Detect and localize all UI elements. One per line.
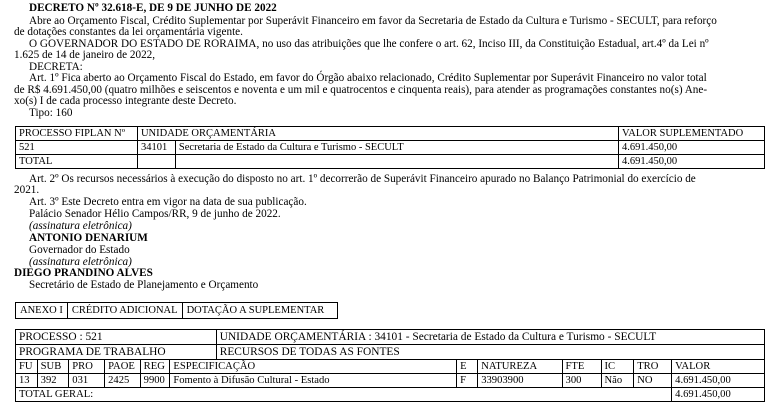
annex-label: ANEXO I	[16, 303, 68, 319]
cell-valor: 4.691.450,00	[672, 374, 765, 388]
col-sub: SUB	[37, 360, 69, 374]
annex-table	[15, 329, 765, 402]
total-row	[16, 155, 765, 169]
col-valor: VALOR	[672, 360, 765, 374]
total-geral-row	[16, 388, 765, 402]
cell-unidade: Secretaria de Estado da Cultura e Turismo - SECULT	[175, 141, 618, 155]
header-unidade: UNIDADE ORÇAMENTÁRIA	[137, 127, 618, 141]
header-processo: PROCESSO FIPLAN Nº	[16, 127, 138, 141]
cell-codigo: 34101	[137, 141, 175, 155]
signatory-role-2: Secretário de Estado de Planejamento e Orçamento	[29, 279, 259, 291]
table-row	[16, 141, 765, 155]
col-e: E	[457, 360, 478, 374]
cell-pro: 031	[69, 374, 105, 388]
decree-preamble: O GOVERNADOR DO ESTADO DE RORAIMA, no uso das atribuições que lhe confere o art. 62, Inciso III, da Constituição Estadual, art.4º da Lei nº	[29, 38, 709, 50]
annex-dotacao: DOTAÇÃO A SUPLEMENTAR	[182, 303, 337, 319]
annex-processo: PROCESSO : 521	[16, 330, 217, 345]
cell-reg: 9900	[140, 374, 170, 388]
annex-unidade: UNIDADE ORÇAMENTÁRIA : 34101 - Secretaria de Estado da Cultura e Turismo - SECULT	[216, 330, 764, 345]
cell-fu: 13	[16, 374, 38, 388]
cell-sub: 392	[37, 374, 69, 388]
cell-processo: 521	[16, 141, 138, 155]
article-1: Art. 1º Fica aberto ao Orçamento Fiscal do Estado, em favor do Órgão abaixo relacionado, Crédito Suplementar por Superávit Financeiro no valor total	[29, 72, 707, 84]
article-2: Art. 2º Os recursos necessários à execução do disposto no art. 1º decorrerão de Superávit Financeiro apurado no Balanço Patrimonial do exercício de	[29, 173, 696, 185]
table-row	[16, 374, 765, 388]
col-reg: REG	[140, 360, 170, 374]
cell-fte: 300	[562, 374, 601, 388]
decree-title: DECRETO Nº 32.618-E, DE 9 DE JUNHO DE 2022	[29, 2, 277, 14]
cell-natureza: 33903900	[478, 374, 562, 388]
annex-credit-type: CRÉDITO ADICIONAL	[67, 303, 182, 319]
total-geral-value: 4.691.450,00	[672, 388, 765, 402]
article-1-cont: de R$ 4.691.450,00 (quatro milhões e seiscentos e noventa e um mil e quatrocentos e cinquenta reais), para atender as programações constantes no(s) Ane-	[14, 84, 708, 96]
decree-preamble-cont: 1.625 de 14 de janeiro de 2022,	[14, 49, 156, 61]
annex-programa: PROGRAMA DE TRABALHO	[16, 345, 217, 360]
total-value: 4.691.450,00	[619, 155, 765, 169]
decree-summary: Abre ao Orçamento Fiscal, Crédito Suplementar por Superávit Financeiro em favor da Secretaria de Estado da Cultura e Turismo - SECULT, para reforço	[29, 15, 717, 27]
article-3: Art. 3º Este Decreto entra em vigor na data de sua publicação.	[29, 196, 307, 208]
decree-decreta: DECRETA:	[29, 61, 83, 73]
signature-note: (assinatura eletrônica)	[29, 220, 132, 232]
supplement-table	[15, 126, 765, 169]
article-1-cont2: xo(s) I de cada processo integrante deste Decreto.	[14, 95, 237, 107]
cell-especificacao: Fomento à Difusão Cultural - Estado	[170, 374, 457, 388]
cell-paoe: 2425	[105, 374, 141, 388]
col-natureza: NATUREZA	[478, 360, 562, 374]
article-2-cont: 2021.	[14, 184, 40, 196]
col-tro: TRO	[634, 360, 672, 374]
signatory-name-2: DIEGO PRANDINO ALVES	[14, 267, 153, 279]
cell-tro: NO	[634, 374, 672, 388]
col-fu: FU	[16, 360, 38, 374]
header-valor: VALOR SUPLEMENTADO	[619, 127, 765, 141]
tipo: Tipo: 160	[29, 107, 73, 119]
total-geral-label: TOTAL GERAL:	[16, 388, 672, 402]
cell-ic: Não	[601, 374, 634, 388]
cell-valor: 4.691.450,00	[619, 141, 765, 155]
cell-e: F	[457, 374, 478, 388]
place-date: Palácio Senador Hélio Campos/RR, 9 de junho de 2022.	[29, 208, 281, 220]
signature-note-2: (assinatura eletrônica)	[29, 256, 132, 268]
col-pro: PRO	[69, 360, 105, 374]
annex-header	[15, 302, 338, 319]
total-label: TOTAL	[16, 155, 138, 169]
signatory-name: ANTONIO DENARIUM	[29, 232, 148, 244]
decree-summary-cont: de dotações constantes da lei orçamentária vigente.	[14, 26, 243, 38]
col-especificacao: ESPECIFICAÇÃO	[170, 360, 457, 374]
signatory-role: Governador do Estado	[29, 244, 130, 256]
col-fte: FTE	[562, 360, 601, 374]
annex-recursos: RECURSOS DE TODAS AS FONTES	[216, 345, 764, 360]
col-paoe: PAOE	[105, 360, 141, 374]
col-ic: IC	[601, 360, 634, 374]
